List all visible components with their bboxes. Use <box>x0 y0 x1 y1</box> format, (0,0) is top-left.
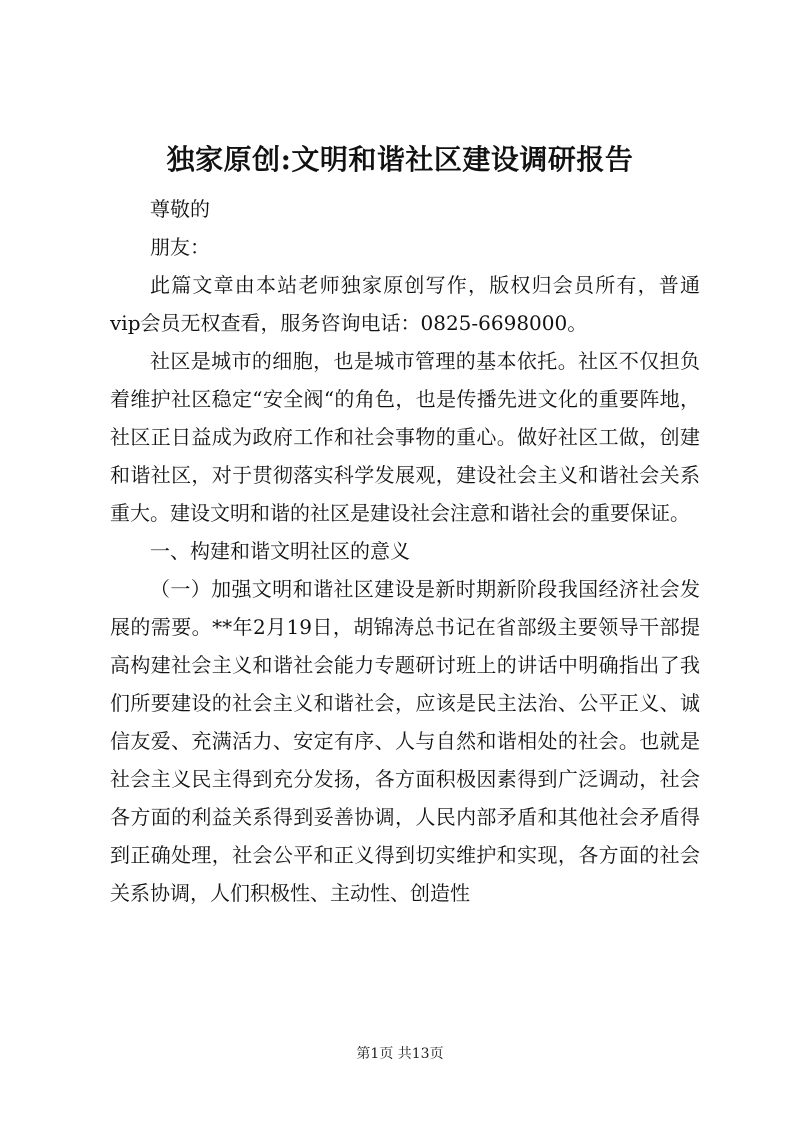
document-title: 独家原创:文明和谐社区建设调研报告 <box>166 143 634 176</box>
document-body <box>110 190 700 912</box>
section-heading: 一、构建和谐文明社区的意义 <box>150 539 410 563</box>
copyright-notice-paragraph: 此篇文章由本站老师独家原创写作，版权归会员所有，普通vip会员无权查看，服务咨询电话：0825-6698000。 <box>110 273 700 335</box>
intro-paragraph: 社区是城市的细胞，也是城市管理的基本依托。社区不仅担负着维护社区稳定“安全阀“的角色，也是传播先进文化的重要阵地，社区正日益成为政府工作和社会事物的重心。做好社区工做，创建和谐社区，对于贯彻落实科学发展观，建设社会主义和谐社会关系重大。建设文明和谐的社区是建设社会注意和谐社会的重要保证。 <box>110 349 700 525</box>
page-number-footer: 第1页 共13页 <box>356 1046 444 1062</box>
salutation-line-2: 朋友： <box>150 235 210 259</box>
body-paragraph: （一）加强文明和谐社区建设是新时期新阶段我国经济社会发展的需要。**年2月19日，胡锦涛总书记在省部级主要领导干部提高构建社会主义和谐社会能力专题研讨班上的讲话中明确指出了我们所要建设的社会主义和谐社会，应该是民主法治、公平正义、诚信友爱、充满活力、安定有序、人与自然和谐相处的社会。也就是社会主义民主得到充分发扬，各方面积极因素得到广泛调动，社会各方面的利益关系得到妥善协调，人民内部矛盾和其他社会矛盾得到正确处理，社会公平和正义得到切实维护和实现，各方面的社会关系协调，人们积极性、主动性、创造性 <box>110 577 700 905</box>
salutation-line-1: 尊敬的 <box>150 197 210 221</box>
